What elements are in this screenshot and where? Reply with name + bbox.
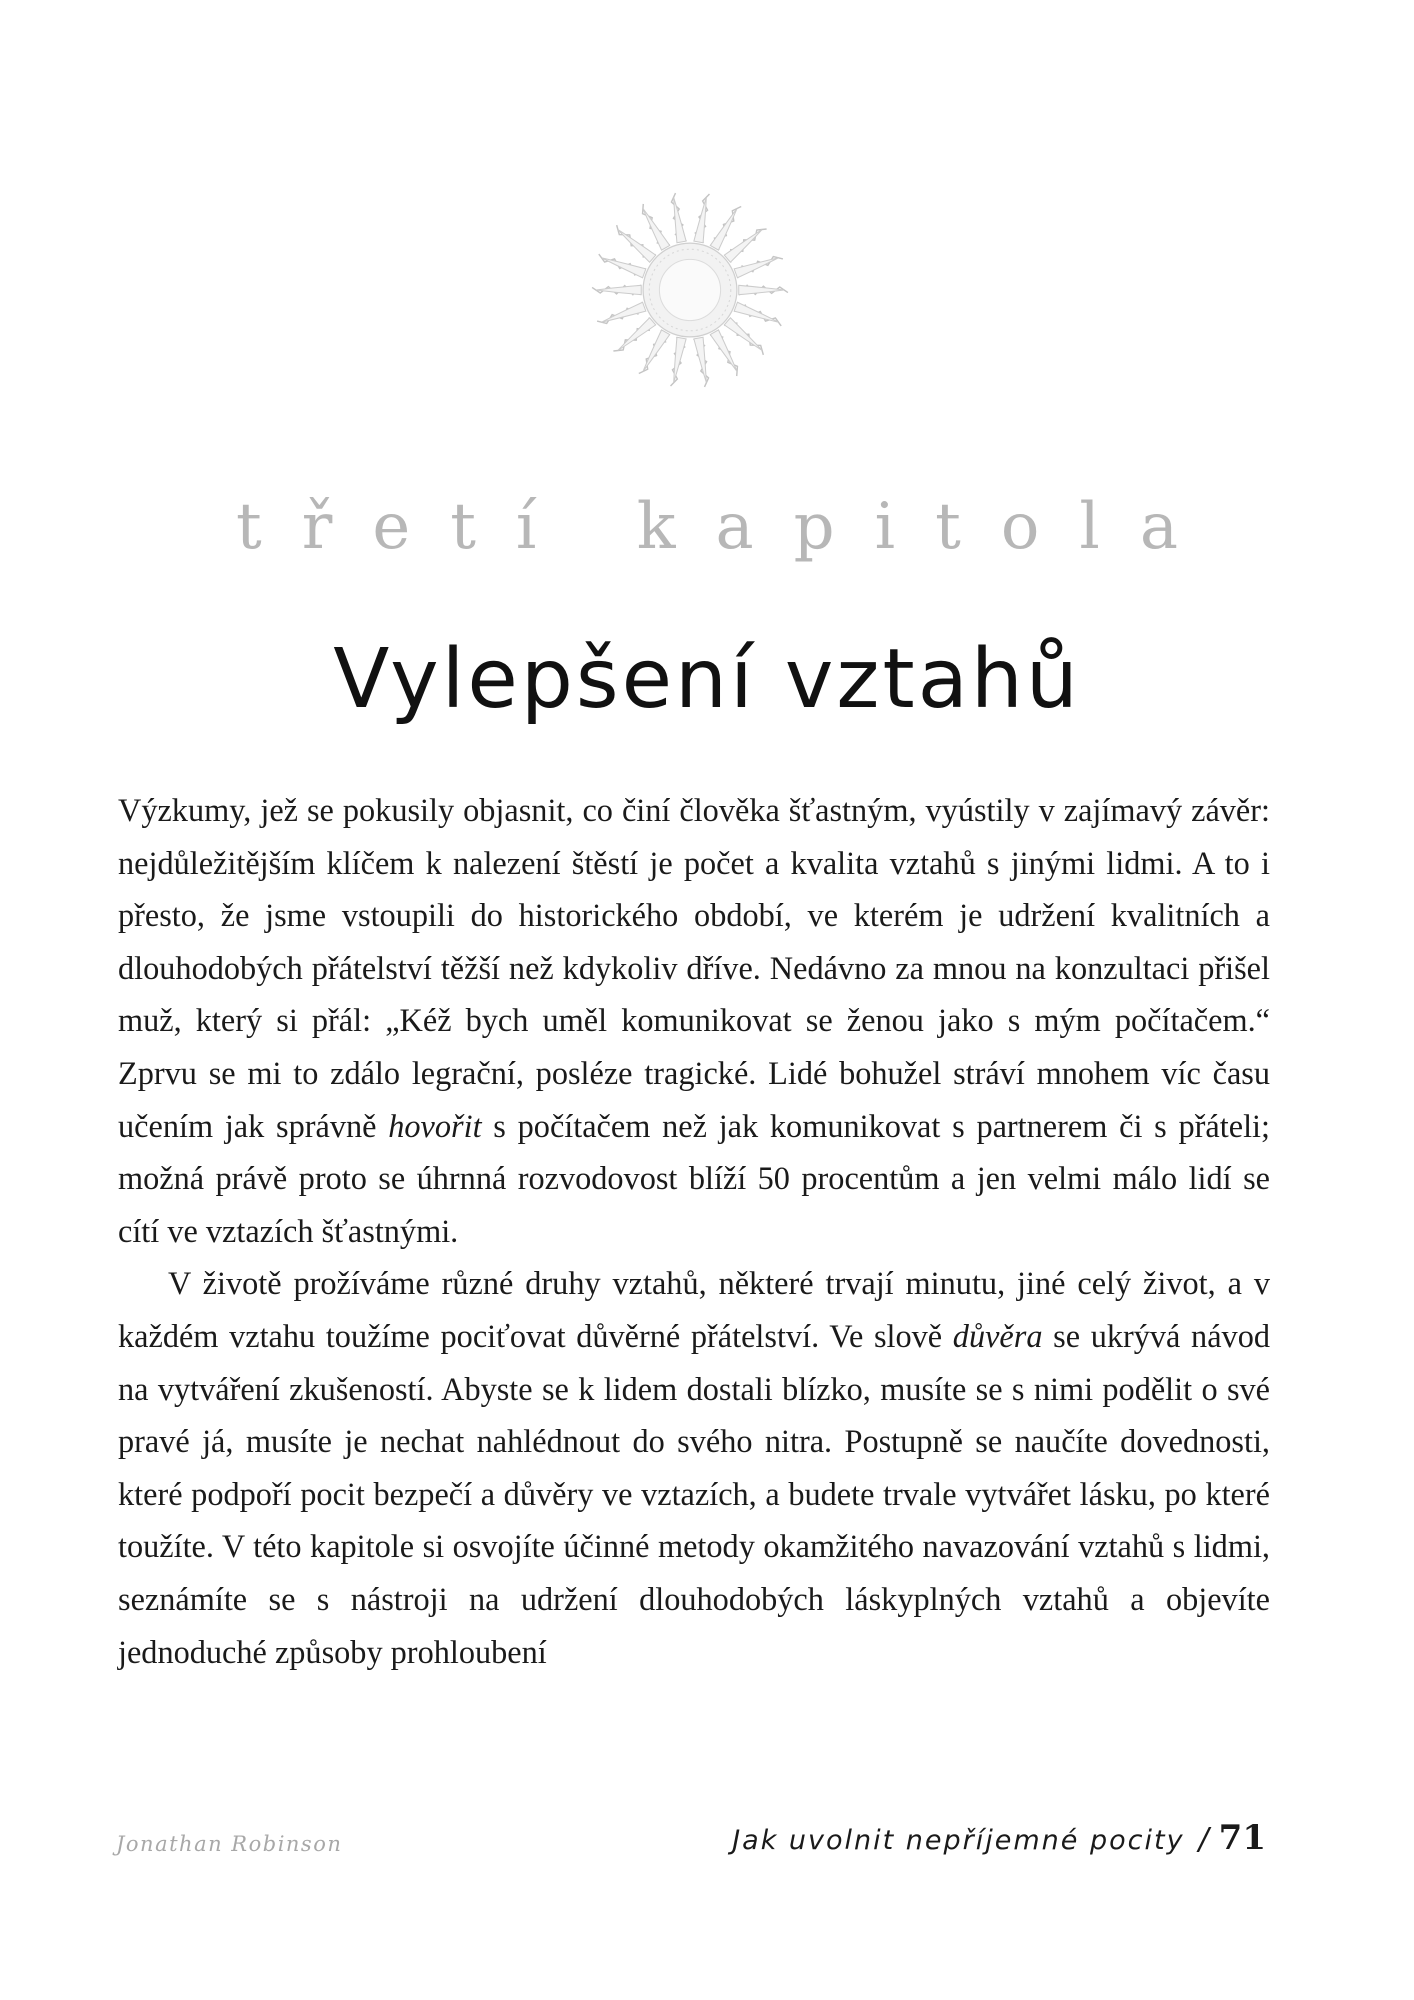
sun-flame	[618, 318, 656, 351]
sun-flame	[596, 285, 641, 294]
sun-flame	[724, 230, 762, 263]
sun-flame	[734, 302, 778, 322]
sun-flame	[724, 318, 762, 351]
sun-flame	[674, 198, 686, 243]
sun-flame	[602, 258, 646, 278]
sun-flame	[674, 337, 686, 382]
paragraph-2-emphasis: důvěra	[952, 1317, 1043, 1354]
sun-flame	[734, 258, 778, 278]
sun-flame	[739, 285, 784, 294]
paragraph-1-emphasis: hovořit	[388, 1107, 482, 1144]
sun-flame	[643, 330, 670, 371]
paragraph-2-text-a: V životě prožíváme různé druhy vztahů, některé trvají minutu, jiné celý život, a v každém vztahu toužíme pociťovat důvěrné přátelství. Ve slově	[118, 1265, 1270, 1354]
sun-icon	[588, 188, 792, 392]
chapter-label: třetí kapitola	[236, 490, 1218, 564]
paragraph-1-text-a: Výzkumy, jež se pokusily objasnit, co činí člověka šťastným, vyústily v zajímavý závěr: nejdůležitějším klíčem k nalezení štěstí je počet a kvalita vztahů s jinými lidmi. A to i přesto, že jsme vstoupili do historického období, ve kterém je udržení kvalitních a dlouhodobých přátelství těžší než kdykoliv dříve. Nedávno za mnou na konzultaci přišel muž, který si přál: „Kéž bych uměl komunikovat se ženou jako s mým počítačem.“ Zprvu se mi to zdálo legrační, posléze tragické. Lidé bohužel stráví mnohem víc času učením jak správně	[118, 792, 1270, 1144]
footer-book-title: Jak uvolnit nepříjemné pocity	[732, 1825, 1185, 1856]
sun-flame	[602, 302, 646, 322]
sun-flame	[694, 198, 706, 243]
sun-flame	[694, 337, 706, 382]
sun-ray	[613, 318, 649, 351]
paragraph-1-text-b: s počítačem než jak komunikovat s partnerem či s přáteli; možná právě proto se úhrnná rozvodovost blíží 50 procentům a jen velmi málo lidí se cítí ve vztazích šťastnými.	[118, 1107, 1270, 1249]
footer-author: Jonathan Robinson	[116, 1832, 343, 1856]
paragraph-1	[118, 784, 1270, 1257]
chapter-title: Vylepšení vztahů	[333, 632, 1081, 727]
sun-flame	[710, 330, 737, 371]
footer-separator: /	[1198, 1822, 1209, 1857]
paragraph-2-text-b: se ukrývá návod na vytváření zkušeností. Abyste se k lidem dostali blízko, musíte se s nimi podělit o své pravé já, musíte je nechat nahlédnout do svého nitra. Postupně se naučíte dovednosti, které podpoří pocit bezpečí a důvěry ve vztazích, a budete trvale vytvářet lásku, po které toužíte. V této kapitole si osvojíte účinné metody okamžitého navazování vztahů s lidmi, seznámíte se s nástroji na udržení dlouhodobých láskyplných vztahů a objevíte jednoduché způsoby prohloubení	[118, 1317, 1270, 1670]
paragraph-2	[118, 1257, 1270, 1678]
sun-ray	[731, 229, 767, 262]
footer-running-head	[732, 1818, 1266, 1858]
sun-flame	[618, 230, 656, 263]
sun-flame	[643, 209, 670, 250]
sun-flame	[710, 209, 737, 250]
page-number: 71	[1218, 1818, 1266, 1858]
body-text	[118, 784, 1270, 1678]
